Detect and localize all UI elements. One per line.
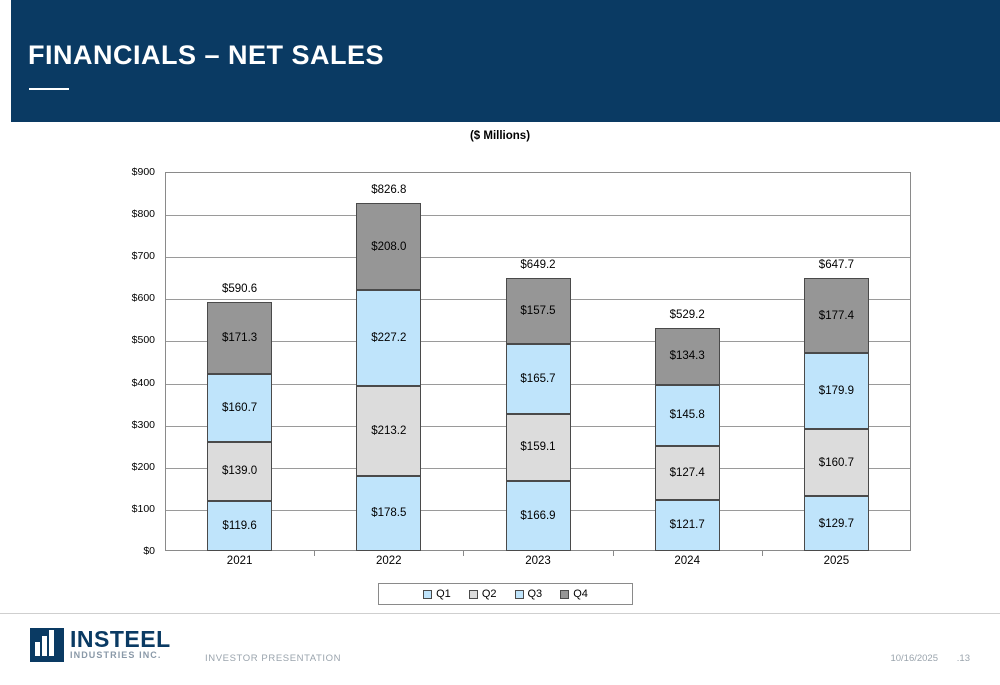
bar-group <box>506 172 571 551</box>
bar-segment-label: $121.7 <box>669 519 705 532</box>
x-axis-tick-mark <box>314 551 315 556</box>
bar-total-label: $590.6 <box>222 283 258 296</box>
bar-segment-label: $134.3 <box>669 350 705 363</box>
legend-item-q4[interactable] <box>560 588 588 600</box>
bar-total-label: $826.8 <box>371 183 407 196</box>
bar-segment-q2 <box>356 386 421 476</box>
bar-segment-q4 <box>506 278 571 344</box>
bar-segment-label: $139.0 <box>222 465 258 478</box>
bar-segment-q3 <box>655 385 720 446</box>
y-axis-tick-label: $300 <box>131 418 155 431</box>
bar-segment-q4 <box>207 302 272 374</box>
bar-segment-q2 <box>804 429 869 497</box>
bar-segment-label: $160.7 <box>222 402 258 415</box>
y-axis-tick-label: $900 <box>131 166 155 178</box>
bar-segment-q2 <box>506 414 571 481</box>
footer-presentation-label: INVESTOR PRESENTATION <box>205 653 342 664</box>
legend-item-q3[interactable] <box>515 588 543 600</box>
bar-segment-label: $119.6 <box>222 519 257 532</box>
company-logo <box>30 628 171 662</box>
y-axis-tick-label: $700 <box>131 250 155 263</box>
bar-segment-label: $145.8 <box>669 409 705 422</box>
x-axis-tick-label: 2021 <box>226 555 253 567</box>
bar-segment-q1 <box>804 496 869 551</box>
legend-item-q1[interactable] <box>423 588 451 600</box>
x-axis-tick-mark <box>762 551 763 556</box>
bar-segment-label: $213.2 <box>371 424 407 437</box>
footer-page-number: .13 <box>956 653 970 664</box>
y-axis-tick-label: $400 <box>131 376 155 389</box>
bar-segment-q4 <box>655 328 720 385</box>
bar-segment-label: $127.4 <box>669 466 705 479</box>
legend-swatch <box>469 590 478 599</box>
bar-segment-label: $179.9 <box>818 384 854 397</box>
bar-group <box>207 172 272 551</box>
bar-segment-label: $171.3 <box>222 332 258 345</box>
bar-segment-label: $177.4 <box>818 309 854 322</box>
y-axis-tick-label: $0 <box>143 545 155 557</box>
legend-label: Q3 <box>527 588 543 600</box>
x-axis-tick-label: 2022 <box>376 555 402 567</box>
chart-units-label: ($ Millions) <box>469 130 531 142</box>
logo-icon <box>30 628 64 662</box>
bar-total-label: $647.7 <box>818 259 854 272</box>
bar-segment-q3 <box>207 374 272 442</box>
bar-total-label: $649.2 <box>520 258 556 271</box>
chart-legend <box>378 583 633 605</box>
footer-divider <box>0 613 1000 614</box>
x-axis-tick-label: 2025 <box>823 555 850 567</box>
x-axis-tick-mark <box>613 551 614 556</box>
legend-label: Q1 <box>436 588 451 600</box>
bar-segment-q2 <box>655 446 720 500</box>
bar-group <box>804 172 869 551</box>
y-axis-tick-label: $800 <box>131 208 155 221</box>
bar-group <box>655 172 720 551</box>
bar-segment-label: $157.5 <box>520 304 556 317</box>
bar-segment-label: $227.2 <box>371 332 407 345</box>
bar-segment-q3 <box>356 290 421 386</box>
x-axis-tick-label: 2023 <box>525 555 551 567</box>
logo-subtext: INDUSTRIES INC. <box>70 650 162 660</box>
bar-segment-label: $160.7 <box>818 456 854 469</box>
y-axis-tick-label: $100 <box>131 502 155 515</box>
legend-swatch <box>560 590 569 599</box>
bar-total-label: $529.2 <box>669 309 705 322</box>
bar-segment-q1 <box>506 481 571 551</box>
bar-segment-label: $166.9 <box>520 509 556 522</box>
page-title: FINANCIALS – NET SALES <box>28 40 385 70</box>
y-axis-tick-label: $500 <box>131 334 155 347</box>
bar-segment-q3 <box>804 353 869 429</box>
bar-segment-q2 <box>207 442 272 501</box>
bar-segment-q4 <box>804 278 869 353</box>
bar-segment-q4 <box>356 203 421 291</box>
y-axis-tick-label: $600 <box>131 292 155 305</box>
x-axis-tick-label: 2024 <box>674 555 700 567</box>
bar-segment-q1 <box>655 500 720 551</box>
footer-date: 10/16/2025 <box>890 653 938 664</box>
bar-segment-label: $208.0 <box>371 240 407 253</box>
legend-label: Q4 <box>573 588 588 600</box>
bar-segment-q1 <box>356 476 421 551</box>
bar-group <box>356 172 421 551</box>
bar-segment-q1 <box>207 501 272 551</box>
bar-segment-q3 <box>506 344 571 414</box>
bar-segment-label: $165.7 <box>520 372 556 385</box>
bar-segment-label: $129.7 <box>818 517 854 530</box>
x-axis-tick-mark <box>463 551 464 556</box>
y-axis-tick-label: $200 <box>131 460 155 473</box>
bar-segment-label: $159.1 <box>520 441 556 454</box>
legend-swatch <box>423 590 432 599</box>
logo-wordmark: INSTEEL <box>70 626 171 652</box>
bar-segment-label: $178.5 <box>371 507 407 520</box>
legend-swatch <box>515 590 524 599</box>
legend-label: Q2 <box>481 588 497 600</box>
legend-item-q2[interactable] <box>469 588 497 600</box>
